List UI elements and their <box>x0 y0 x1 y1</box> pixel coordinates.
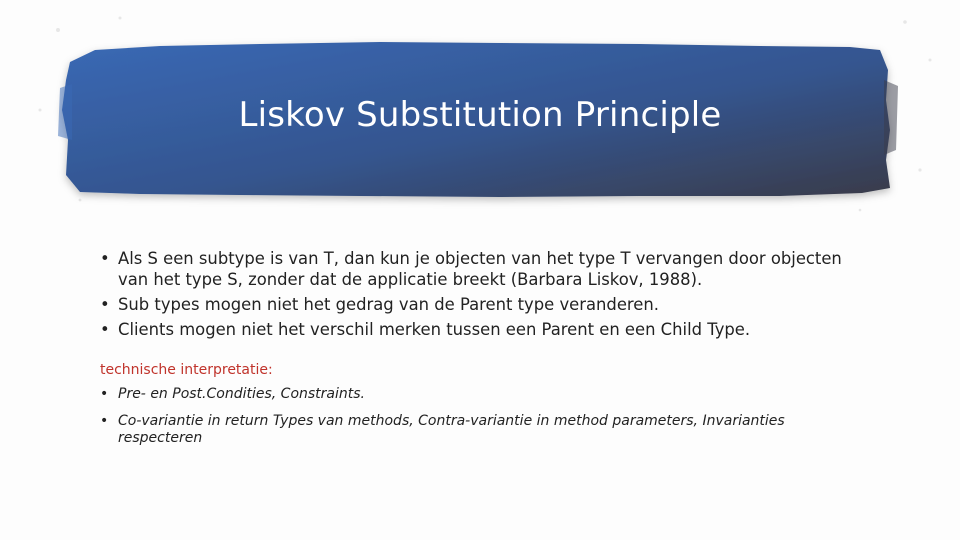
list-item: • Sub types mogen niet het gedrag van de Parent type veranderen. <box>100 294 860 315</box>
slide-title: Liskov Substitution Principle <box>238 95 722 135</box>
list-item: • Clients mogen niet het verschil merken tussen een Parent en een Child Type. <box>100 319 860 340</box>
list-item: • Pre- en Post.Condities, Constraints. <box>100 386 860 403</box>
title-banner <box>0 0 960 230</box>
subheading: technische interpretatie: <box>100 362 273 378</box>
list-item: • Co-variantie in return Types van methods, Contra-variantie in method parameters, Invarianties respecteren <box>100 413 860 447</box>
slide-body <box>100 248 860 457</box>
list-item: • Als S een subtype is van T, dan kun je objecten van het type T vervangen door objecten van het type S, zonder dat de applicatie breekt (Barbara Liskov, 1988). <box>100 248 860 290</box>
sub-bullet-list <box>100 386 860 447</box>
bullet-list <box>100 248 860 340</box>
